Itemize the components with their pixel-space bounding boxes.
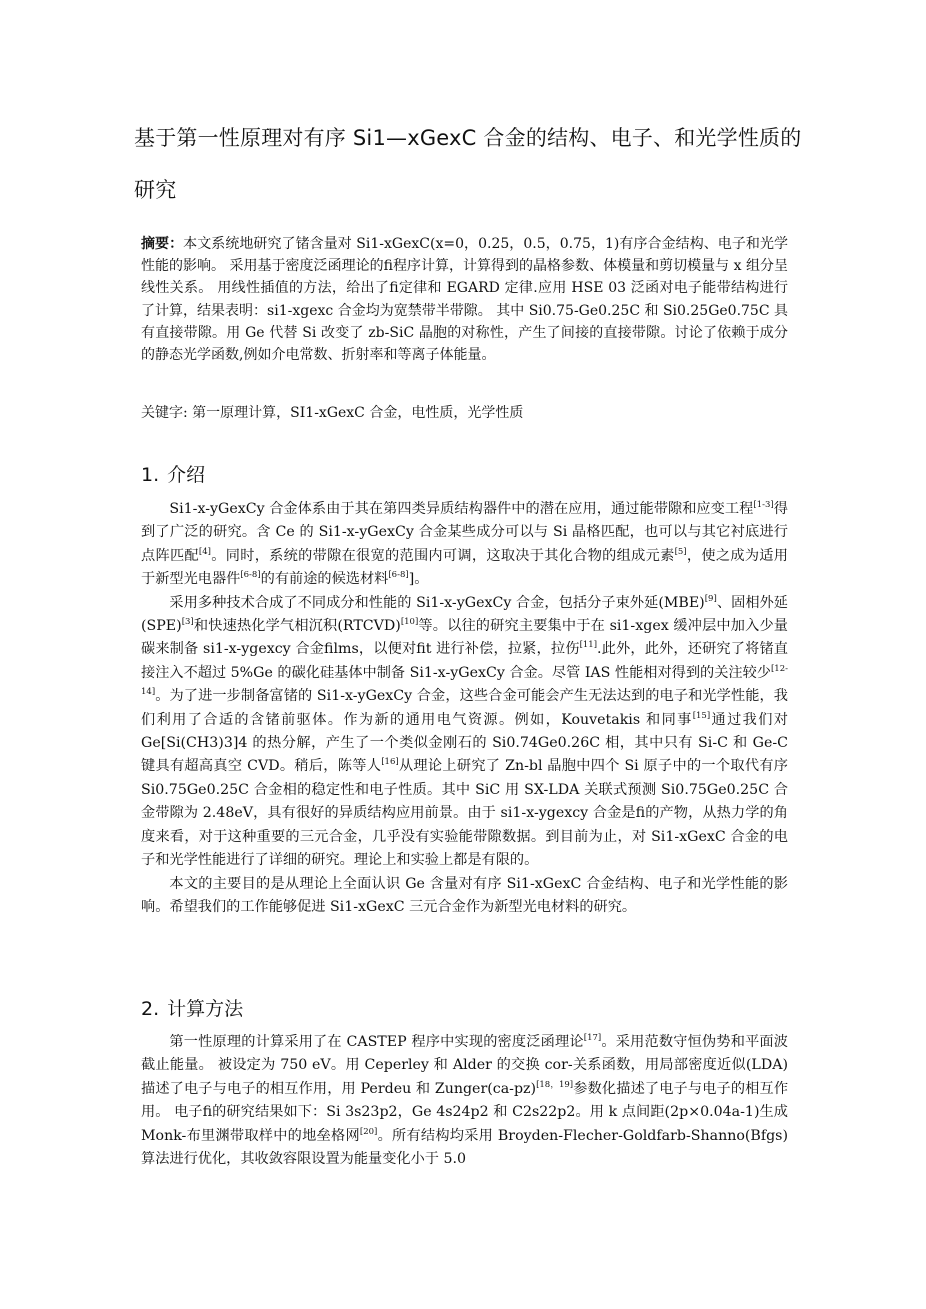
section-number: 2.	[141, 998, 160, 1020]
citation[interactable]: [9]	[704, 593, 717, 604]
citation[interactable]: [6-8]	[240, 570, 261, 581]
paragraph: 本文的主要目的是从理论上全面认识 Ge 含量对有序 Si1-xGexC 合金结构、电子和光学性能的影响。希望我们的工作能够促进 Si1-xGexC 三元合金作为新型光电材料的研究。	[141, 875, 788, 915]
section-number: 1.	[141, 464, 160, 486]
keywords-text: : 第一原理计算，SI1-xGexC 合金，电性质，光学性质	[183, 405, 524, 421]
abstract	[141, 233, 788, 366]
citation[interactable]: [17]	[583, 1033, 602, 1043]
paper-title: 基于第一性原理对有序 Si1—xGexC 合金的结构、电子、和光学性质的研究	[134, 126, 802, 202]
text-run: 、固相外延(SPE)	[141, 594, 788, 635]
text-run: ，使之成为适用于新型光电器件	[141, 547, 788, 588]
text-run: Si1-x-yGexCy 合金体系由于其在第四类异质结构器件中的潜在应用，通过能带隙和应变工程	[169, 501, 754, 517]
abstract-text: 本文系统地研究了锗含量对 Si1-xGexC(x=0，0.25，0.5，0.75，1)有序合金结构、电子和光学性能的影响。 采用基于密度泛函理论的ﬁ程序计算，计算得到的晶格参数、体模量和剪切模量与 x 组分呈线性关系。 用线性插值的方法，给出了ﬁ定律和 EGARD 定律.应用 HSE 03 泛函对电子能带结构进行了计算，结果表明：si1-xgexc 合金均为宽禁带半带隙。 其中 Si0.75-Ge0.25C 和 Si0.25Ge0.75C 具有直接带隙。用 Ge 代替 Si 改变了 zb-SiC 晶胞的对称性，产生了间接的直接带隙。讨论了依赖于成分的静态光学函数,例如介电常数、折射率和等离子体能量。	[141, 236, 789, 364]
citation[interactable]: [20]	[359, 1126, 378, 1137]
text-run: 第一性原理的计算采用了在 CASTEP 程序中实现的密度泛函理论	[169, 1034, 584, 1050]
text-run: 参数化描述了电子与电子的相互作用。 电子ﬁ的研究结果如下：Si 3s23p2，Ge 4s24p2 和 C2s22p2。用 k 点间距(2p×0.04a-1)生成 Monk-布里渊带取样中的地垒格网	[141, 1080, 789, 1144]
text-run: .此外，此外，还研究了将锗直接注入不超过 5%Ge 的碳化硅基体中制备 Si1-x-yGexCy 合金。尽管 IAS 性能相对得到的关注较少	[141, 641, 788, 681]
citation[interactable]: [15]	[692, 710, 711, 721]
text-run: 从理论上研究了 Zn-bl 晶胞中四个 Si 原子中的一个取代有序 Si0.75Ge0.25C 合金相的稳定性和电子性质。其中 SiC 用 SX-LDA 关联式预测 Si0.75Ge0.25C 合金带隙为 2.48eV，具有很好的异质结构应用前景。由于 si1-x-ygexcy 合金是ﬁ的产物，从热力学的角度来看，对于这种重要的三元合金，几乎没有实验能带隙数据。到目前为止，对 Si1-xGexC 合金的电子和光学性能进行了详细的研究。理论上和实验上都是有限的。	[141, 758, 788, 869]
citation[interactable]: [10]	[400, 617, 419, 628]
section-title: 计算方法	[167, 998, 244, 1020]
citation[interactable]: [18，19]	[536, 1079, 574, 1090]
text-run: 。所有结构均采用 Broyden-Flecher-Goldfarb-Shanno(Bfgs)算法进行优化，其收敛容限设置为能量变化小于 5.0	[141, 1127, 788, 1168]
keywords-label: 关键字	[141, 405, 183, 421]
section-heading-methods	[141, 996, 243, 1022]
citation[interactable]: [6-8]	[388, 570, 409, 581]
text-run: 。为了进一步制备富锗的 Si1-x-yGexCy 合金，这些合金可能会产生无法达到的电子和光学性能，我们利用了合适的含锗前驱体。作为新的通用电气资源。例如，Kouvetakis 和同事	[141, 688, 788, 728]
citation[interactable]: [4]	[198, 546, 211, 557]
section-intro-body	[141, 498, 788, 919]
paragraph	[141, 1031, 788, 1171]
citation[interactable]: [5]	[674, 546, 687, 557]
citation[interactable]: [1-3]	[753, 500, 774, 510]
citation[interactable]: [16]	[381, 757, 399, 768]
abstract-label: 摘要：	[141, 236, 184, 252]
text-run: 等。以往的研究主要集中于在 si1-xgex 缓冲层中加入少量碳来制备 si1-x-ygexcy 合金ﬁlms，以便对ﬁt 进行补偿，拉紧，拉伤	[141, 618, 788, 658]
section-heading-intro	[141, 462, 205, 488]
text-run: ]。	[408, 571, 429, 588]
text-run: 。同时，系统的带隙在很宽的范围内可调，这取决于其化合物的组成元素	[210, 547, 675, 564]
text-run: 的有前途的候选材料	[260, 571, 389, 588]
text-run: 得到了广泛的研究。含 Ce 的 Si1-x-yGexCy 合金某些成分可以与 Si 晶格匹配，也可以与其它衬底进行点阵匹配	[141, 501, 788, 564]
citation[interactable]: [11]	[579, 640, 598, 651]
paragraph	[141, 498, 788, 592]
text-run: 和快速热化学气相沉积(RTCVD)	[193, 618, 401, 635]
citation[interactable]: [12-14]	[141, 663, 788, 698]
text-run: 通过我们对 Ge[Si(CH3)3]4 的热分解，产生了一个类似金刚石的 Si0.74Ge0.26C 相，其中只有 Si-C 和 Ge-C 键具有超高真空 CVD。稍后，陈等人	[141, 711, 788, 775]
text-run: 采用多种技术合成了不同成分和性能的 Si1-x-yGexCy 合金，包括分子束外延(MBE)	[169, 594, 705, 611]
keywords	[141, 402, 788, 424]
text-run: 。采用范数守恒伪势和平面波截止能量。 被设定为 750 eV。用 Ceperley 和 Alder 的交换 cor-关系函数，用局部密度近似(LDA)描述了电子与电子的相互作用，用 Perdeu 和 Zunger(ca-pz)	[141, 1034, 788, 1097]
citation[interactable]: [3]	[181, 617, 194, 628]
section-title: 介绍	[167, 464, 206, 486]
section-methods-body	[141, 1031, 788, 1171]
paragraph	[141, 592, 788, 873]
